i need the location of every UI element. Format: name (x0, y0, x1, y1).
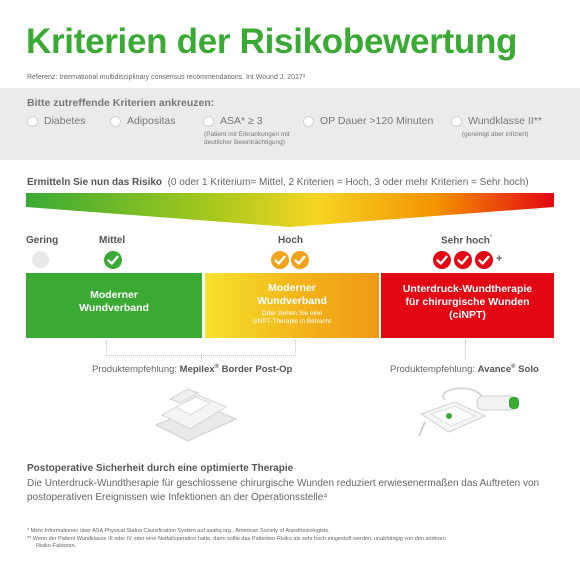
summary-text: Die Unterdruck-Wundtherapie für geschlossene chirurgische Wunden reduziert erwiesenermaßen das Auftreten von postoperativen Ereignissen wie Infektionen an der Operationsstelle⁴ (27, 478, 540, 503)
footnote-asa: * Mehr Informationen über ASA Physical Status Classification System auf asahq.org , American Society of Anesthesiologists. (27, 528, 330, 534)
check-icon (475, 251, 493, 269)
box-line2: Wundverband (79, 302, 149, 314)
product-name: Mepilex (179, 364, 215, 376)
asa-note (204, 131, 290, 147)
connector-bracket (106, 340, 296, 356)
box-line2: Wundverband (257, 295, 327, 307)
registered-mark: ® (214, 364, 219, 370)
box-note-line1: Oder ziehen Sie eine (261, 310, 323, 317)
mepilex-dressing-image (148, 385, 244, 443)
criterion-label: Diabetes (44, 115, 86, 127)
criteria-heading: Bitte zutreffende Kriterien ankreuzen: (27, 97, 215, 109)
check-icon (433, 251, 451, 269)
wound-class-checkbox[interactable] (451, 116, 462, 127)
product-recommendation-avance (390, 364, 539, 375)
footnote-wound-class-cont: Risiko-Faktoren. (36, 543, 77, 549)
page-title: Kriterien der Risikobewertung (26, 22, 518, 61)
level-sehr-hoch-label: Sehr hoch (441, 235, 490, 247)
recommendation-moderate-green (26, 273, 202, 338)
product-prefix: Produktempfehlung: (390, 364, 478, 376)
asa-note-line2: deutlicher Beeinträchtigung) (204, 139, 285, 146)
risk-gradient-bar (26, 193, 554, 227)
product-recommendation-mepilex (92, 364, 292, 375)
criterion-label: Wundklasse II** (468, 115, 542, 127)
criterion-label: OP Dauer >120 Minuten (320, 115, 434, 127)
criterion-diabetes[interactable] (27, 115, 85, 127)
avance-solo-device-image (415, 382, 525, 444)
box-note (205, 310, 379, 326)
op-duration-checkbox[interactable] (303, 116, 314, 127)
determine-rule: (0 oder 1 Kriterium= Mittel, 2 Kriterien = Hoch, 3 oder mehr Kriterien = Sehr hoch) (167, 177, 529, 188)
level-gering: Gering (26, 235, 59, 246)
box-line1: Moderner (90, 289, 138, 301)
box-note-line2: ciNPT-Therapie in Betracht (252, 318, 332, 325)
empty-circle-icon (32, 251, 49, 268)
adipositas-checkbox[interactable] (110, 116, 121, 127)
criterion-label: Adipositas (127, 115, 176, 127)
footnote-wound-class: ** Wenn der Patient Wundklasse III oder IV oder eine Notfalloperation hatte, dann sollte das Patienten-Risiko als sehr hoch eingestuft werden, unabhängig von den anderen (27, 536, 446, 542)
reference-text: Referenz: International multidisciplinary consensus recommendations. Int Wound J. 2017³ (27, 74, 306, 81)
plus-icon: + (496, 253, 503, 265)
level-sehr-hoch (441, 235, 492, 246)
product-suffix: Border Post-Op (218, 364, 293, 376)
summary-heading: Postoperative Sicherheit durch eine optimierte Therapie (27, 463, 294, 474)
connector-stem (201, 356, 202, 362)
box-line1: Moderner (268, 282, 316, 294)
connector-stem (465, 340, 466, 360)
registered-mark: ® (511, 364, 516, 370)
recommendation-moderate-yellow (205, 273, 379, 338)
criterion-adipositas[interactable] (110, 115, 175, 127)
determine-bold: Ermitteln Sie nun das Risiko (27, 177, 163, 188)
asterisk-mark: * (489, 235, 493, 241)
box-line3: (ciNPT) (449, 309, 486, 321)
recommendation-cinpt-red (381, 273, 554, 338)
check-icon (291, 251, 309, 269)
product-suffix: Solo (515, 364, 539, 376)
diabetes-checkbox[interactable] (27, 116, 38, 127)
box-line1: Unterdruck-Wundtherapie (402, 283, 533, 295)
criterion-label: ASA* ≥ 3 (220, 115, 263, 127)
product-name: Avance (477, 364, 512, 376)
criterion-asa[interactable] (203, 115, 263, 127)
check-icon (454, 251, 472, 269)
product-prefix: Produktempfehlung: (92, 364, 180, 376)
asa-checkbox[interactable] (203, 116, 214, 127)
wound-class-note: (gereinigt aber infiziert) (462, 131, 529, 138)
criterion-op-duration[interactable] (303, 115, 433, 127)
asa-note-line1: (Patient mit Erkrankungen mit (204, 131, 290, 138)
level-mittel: Mittel (99, 235, 126, 246)
level-hoch: Hoch (278, 235, 303, 246)
check-icon (271, 251, 289, 269)
criterion-wound-class[interactable] (451, 115, 542, 127)
check-icon (104, 251, 122, 269)
box-line2: für chirurgische Wunden (405, 296, 530, 308)
determine-risk-text (27, 177, 529, 188)
